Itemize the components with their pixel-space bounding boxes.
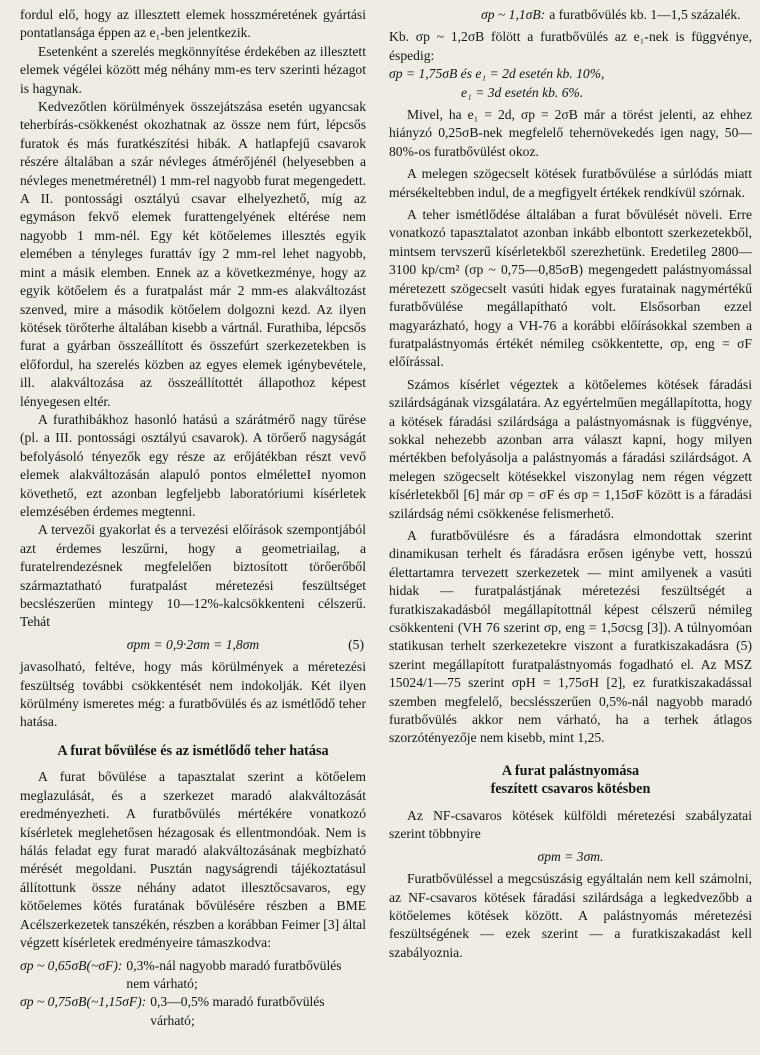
condition-text: a furatbővülés kb. 1—1,5 százalék. bbox=[549, 7, 741, 22]
equation-number: (5) bbox=[348, 636, 364, 652]
paragraph: A tervezői gyakorlat és a tervezési előírások szempontjából azt érdemes leszűrni, hogy a geometriailag, a furatelrendezésnek megfelelően biztosított törőerőből származtatható furatpalást méretezési feszültséget becslészerűen mintegy 10—12%-kalcsökkenteni célszerű. Tehát bbox=[20, 522, 366, 630]
condition-item bbox=[20, 957, 366, 994]
paragraph: Számos kísérlet végeztek a kötőelemes kötések fáradási szilárdságának vizsgálatára. Az egyértelműen megállapította, hogy a kötések fáradási szilárdsága a palástnyomásnak is függvénye, sokkal nehezebb azonban arra választ kapni, hogy milyen mértékben befolyásolja a palástnyomás a fáradási szilárdságot. A melegen szögecselt kötésekkel viszonylag nem régen végzett kísérletekből [6] már σp = σF és σp = 1,15σF között is a fáradási szilárdság némi csökkenése felismerhető. bbox=[389, 376, 752, 521]
condition-formula: σp ~ 1,1σB: bbox=[481, 7, 546, 22]
section-heading bbox=[389, 762, 752, 799]
condition-formula: σp ~ 0,65σB(~σF): bbox=[20, 957, 123, 973]
paragraph: Kedvezőtlen körülmények összejátszása esetén ugyancsak teherbírás-csökkenést okozhatnak az össze nem fúrt, lépcsős furatok és más furatkészítési hibák. A hatlapfejű csavarok részére általában a szár névleges átmérőjénél (helyesebben a névleges menetméretnél) 1 mm-rel nagyobb furat megengedett. A II. pontossági osztályú csavar elhelyezhető, míg az egymáson fekvő elemek furattengelyének eltérése nem nagyobb 1 mm-nél. Egy két kötőelemes illesztés egyik elemében a tényleges furattáv így 2 mm-rel lehet nagyobb, mint a másik elemben. Ennek az a következménye, hogy az egyik kötőelem és a furatpalást már 2 mm-es alakváltozást szenved, mire a második kötőelem dolgozni kezd. Az ilyen kötések törőterhe általában kisebb a vártnál. Furathiba, lépcsős furat a gyárban összeállított és összefúrt szerkezetekben is előfordul, ha szerelés közben az egyes elemek igénybevétele, ill. alakváltozása az összeállítottét állapothoz képest lényegesen eltér. bbox=[20, 99, 366, 409]
equation-5 bbox=[20, 636, 366, 654]
left-column bbox=[20, 6, 366, 1030]
paragraph: A furatbővülésre és a fáradásra elmondottak szerint dinamikusan terhelt és fáradásra erősen igénybe vett, hosszú élettartamra tervezett szerkezetek — mint amilyenek a vasúti hidak — furatpalástjának méretezési feszültségét a furatkiszakadásból megállapítottnál képest célszerű némileg csökkenteni (VH 76 szerint σp, eng = 1,5σcsg [3]). A túlnyomóan statikusan terhelt szerkezetekre viszont a furatkiszakadásra (5) szerint megállapított furatpalástnyomás fogadható el. Az MSZ 15024/1—75 szerint σpH = 1,75σH [2], ez furatkiszakadással szemben megfelelő, becslésszerűen 0,5%-nál nagyobb maradó furatbővülés akkor nem várható, ha a terhek átlagos szorzótényezője nem kisebb, mint 1,25. bbox=[389, 527, 752, 746]
paragraph: javasolható, feltéve, hogy más körülmények a méretezési feszültség további csökkentését nem indokolják. Két ilyen körülmény ismeretes még: a furatbővülés és az ismétlődő teher hatása. bbox=[20, 659, 366, 730]
right-column bbox=[389, 6, 752, 962]
paragraph: A melegen szögecselt kötések furatbővülése a súrlódás miatt mérsékeltebben indul, de a megfigyelt értékek rendkívül szórnak. bbox=[389, 166, 752, 200]
paragraph: fordul elő, hogy az illesztett elemek hosszméretének gyártási pontatlansága éppen az e₁-ben jelentkezik. bbox=[20, 7, 366, 41]
condition-item bbox=[20, 993, 366, 1030]
formula-block bbox=[389, 65, 752, 102]
condition-text: 0,3%-nál nagyobb maradó furatbővülés nem várható; bbox=[126, 957, 342, 991]
condition-text: 0,3—0,5% maradó furatbővülés várható; bbox=[150, 994, 325, 1028]
paragraph: Furatbővüléssel a megcsúszásig egyáltalán nem kell számolni, az NF-csavaros kötések fáradási szilárdsága a legkedvezőbb a kötőelemes kötések között. A palástnyomás méretezési feszültségének — ezek szerint — a furatkiszakadást kell szabályoznia. bbox=[389, 871, 752, 960]
formula-line: e₁ = 3d esetén kb. 6%. bbox=[461, 84, 584, 100]
section-heading-line: A furat palástnyomása bbox=[501, 762, 640, 779]
paragraph: Kb. σp ~ 1,2σB fölött a furatbővülés az e₁-nek is függvénye, éspedig: bbox=[389, 29, 752, 63]
condition-formula: σp ~ 0,75σB(~1,15σF): bbox=[20, 994, 147, 1010]
section-heading-line: feszített csavaros kötésben bbox=[490, 781, 651, 798]
paragraph: A furat bővülése a tapasztalat szerint a kötőelem meglazulását, és a szerkezet maradó alakváltozását eredményezheti. A furatbővülés mértékére vonatkozó kísérletek meglehetősen hézagosak és ellentmondóak. Nem is hálás feladat egy furat maradó alakváltozásának megbízható mérését megoldani. Pusztán nagyságrendi tájékoztatásul állítottunk össze néhány adatot illesztőcsavaros, egy kötőelemes kötés furatának bővülésére részben a BME Acélszerkezetek tanszékén, részben a korábban Feimer [3] által végzett kísérletek eredményeire támaszkodva: bbox=[20, 769, 366, 951]
condition-item bbox=[389, 6, 752, 24]
paragraph: A teher ismétlődése általában a furat bővülését növeli. Erre vonatkozó tapasztalatot azonban inkább elbontott szerkezetekből, mintsem tervszerű kísérletekből szerezhetünk. Eredetileg 2800—3100 kp/cm² (σp ~ 0,75—0,85σB) megengedett palástnyomással méretezett szögecselt vasúti hidak egyes furatainak nagymértékű furatbővülése megállapítható volt. Elsősorban ezzel magyarázható, hogy a VH-76 a korábbi előírásokkal szemben a furatpalástnyomás értékét némileg csökkentette, σp, eng = σF előírással. bbox=[389, 207, 752, 370]
paragraph: A furathibákhoz hasonló hatású a szárátmérő nagy tűrése (pl. a III. pontossági osztályú csavarok). A törőerő nagyságát befolyásoló tényezők egy része az erőjátékban részt vevő elemek alakváltozásán alapuló pontos elméletteI nyomon követhető, ezt azonban legfeljebb laboratóriumi kísérletek elemzésében érdemes megtenni. bbox=[20, 411, 366, 519]
paragraph: Esetenként a szerelés megkönnyítése érdekében az illesztett elemek végélei között még néhány mm-es terv szerinti hézagot is hagynak. bbox=[20, 43, 366, 96]
equation-expression: σpm = 0,9·2σm = 1,8σm bbox=[126, 636, 260, 652]
paragraph: Mivel, ha e₁ = 2d, σp = 2σB már a törést jelenti, az ehhez hiányzó 0,25σB-nek megfelelő tehernövekedés igen nagy, 50—80%-os furatbővülést okoz. bbox=[389, 107, 752, 159]
paragraph: Az NF-csavaros kötések külföldi méretezési szabályzatai szerint többnyire bbox=[389, 808, 752, 842]
formula-line: σp = 1,75σB és e₁ = 2d esetén kb. 10%, bbox=[389, 66, 605, 82]
section-heading: A furat bővülése és az ismétlődő teher hatása bbox=[57, 742, 329, 759]
equation: σpm = 3σm. bbox=[537, 848, 604, 864]
